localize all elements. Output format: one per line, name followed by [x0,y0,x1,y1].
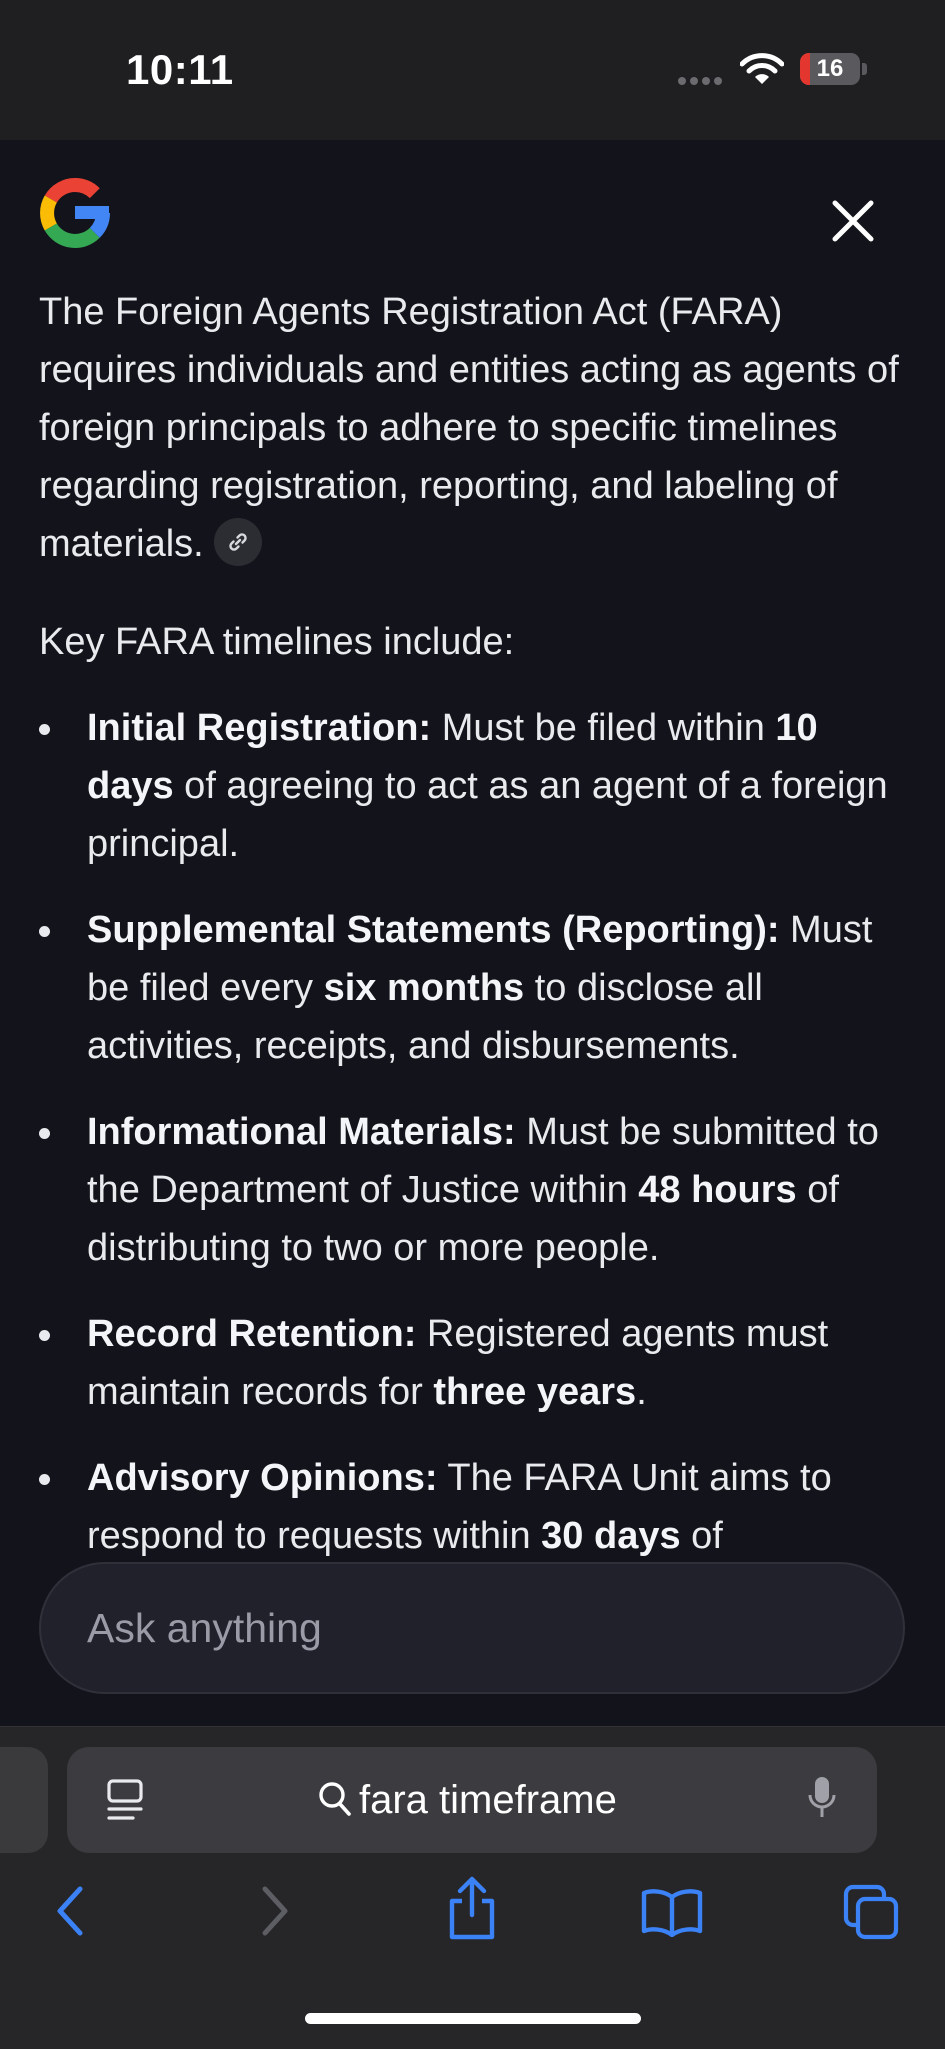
item-term: Initial Registration: [87,707,432,749]
item-highlight: six months [323,967,525,1009]
bookmarks-icon[interactable] [640,1887,704,1937]
search-icon [317,1779,353,1819]
reader-icon[interactable] [105,1779,145,1821]
item-highlight: three years [433,1371,637,1413]
url-text[interactable]: fara timeframe [359,1778,617,1822]
link-icon [227,531,249,553]
close-icon [831,199,875,243]
ai-overview-panel [0,140,945,1726]
list-item [39,1449,909,1565]
item-text: . [636,1371,647,1413]
item-term: Advisory Opinions: [87,1457,438,1499]
list-item [39,1103,909,1277]
item-term: Supplemental Statements (Reporting): [87,909,780,951]
item-text: The FARA Unit aims to respond to requests within [87,1457,832,1557]
wifi-icon [740,52,784,86]
cellular-signal-icon [678,76,724,86]
item-text: Registered agents must maintain records for [87,1313,829,1413]
battery-indicator [800,53,860,85]
browser-bottom-bar [0,1726,945,2049]
source-link-button[interactable] [214,518,262,566]
close-button[interactable] [822,190,884,252]
forward-icon[interactable] [255,1883,295,1939]
battery-cap [862,63,867,75]
address-bar[interactable] [67,1747,877,1853]
item-text: of [680,1515,723,1557]
intro-paragraph [39,283,909,573]
item-highlight: 10 days [87,707,818,807]
item-text: to disclose all activities, receipts, and disbursements. [87,967,763,1067]
status-time: 10:11 [126,46,234,93]
tabs-icon[interactable] [842,1883,900,1941]
list-item [39,901,909,1075]
previous-tab-preview[interactable] [0,1747,48,1853]
item-highlight: 48 hours [638,1169,797,1211]
ask-input[interactable] [39,1562,905,1694]
back-icon[interactable] [50,1883,90,1939]
ask-placeholder: Ask anything [87,1605,322,1651]
intro-text: The Foreign Agents Registration Act (FARA) requires individuals and entities acting as agents of foreign principals to adhere to specific timelines regarding registration, reporting, and labeling of materials. [39,291,899,565]
item-text: Must be filed every [87,909,873,1009]
item-term: Record Retention: [87,1313,417,1355]
item-text: Must be submitted to the Department of Justice within [87,1111,879,1211]
timeline-list [39,699,909,1565]
item-term: Informational Materials: [87,1111,516,1153]
item-text: of agreeing to act as an agent of a foreign principal. [87,765,888,865]
item-text: of distributing to two or more people. [87,1169,839,1269]
home-indicator[interactable] [305,2013,641,2024]
google-g-icon [36,174,114,252]
share-icon[interactable] [444,1875,500,1941]
item-highlight: 30 days [541,1515,681,1557]
overview-content [39,283,909,1670]
battery-level: 16 [816,55,844,82]
mic-icon[interactable] [807,1775,837,1821]
list-item [39,1305,909,1421]
item-text: Must be filed within [431,707,776,749]
list-item [39,699,909,873]
key-timelines-heading: Key FARA timelines include: [39,621,515,663]
status-bar [0,0,945,140]
